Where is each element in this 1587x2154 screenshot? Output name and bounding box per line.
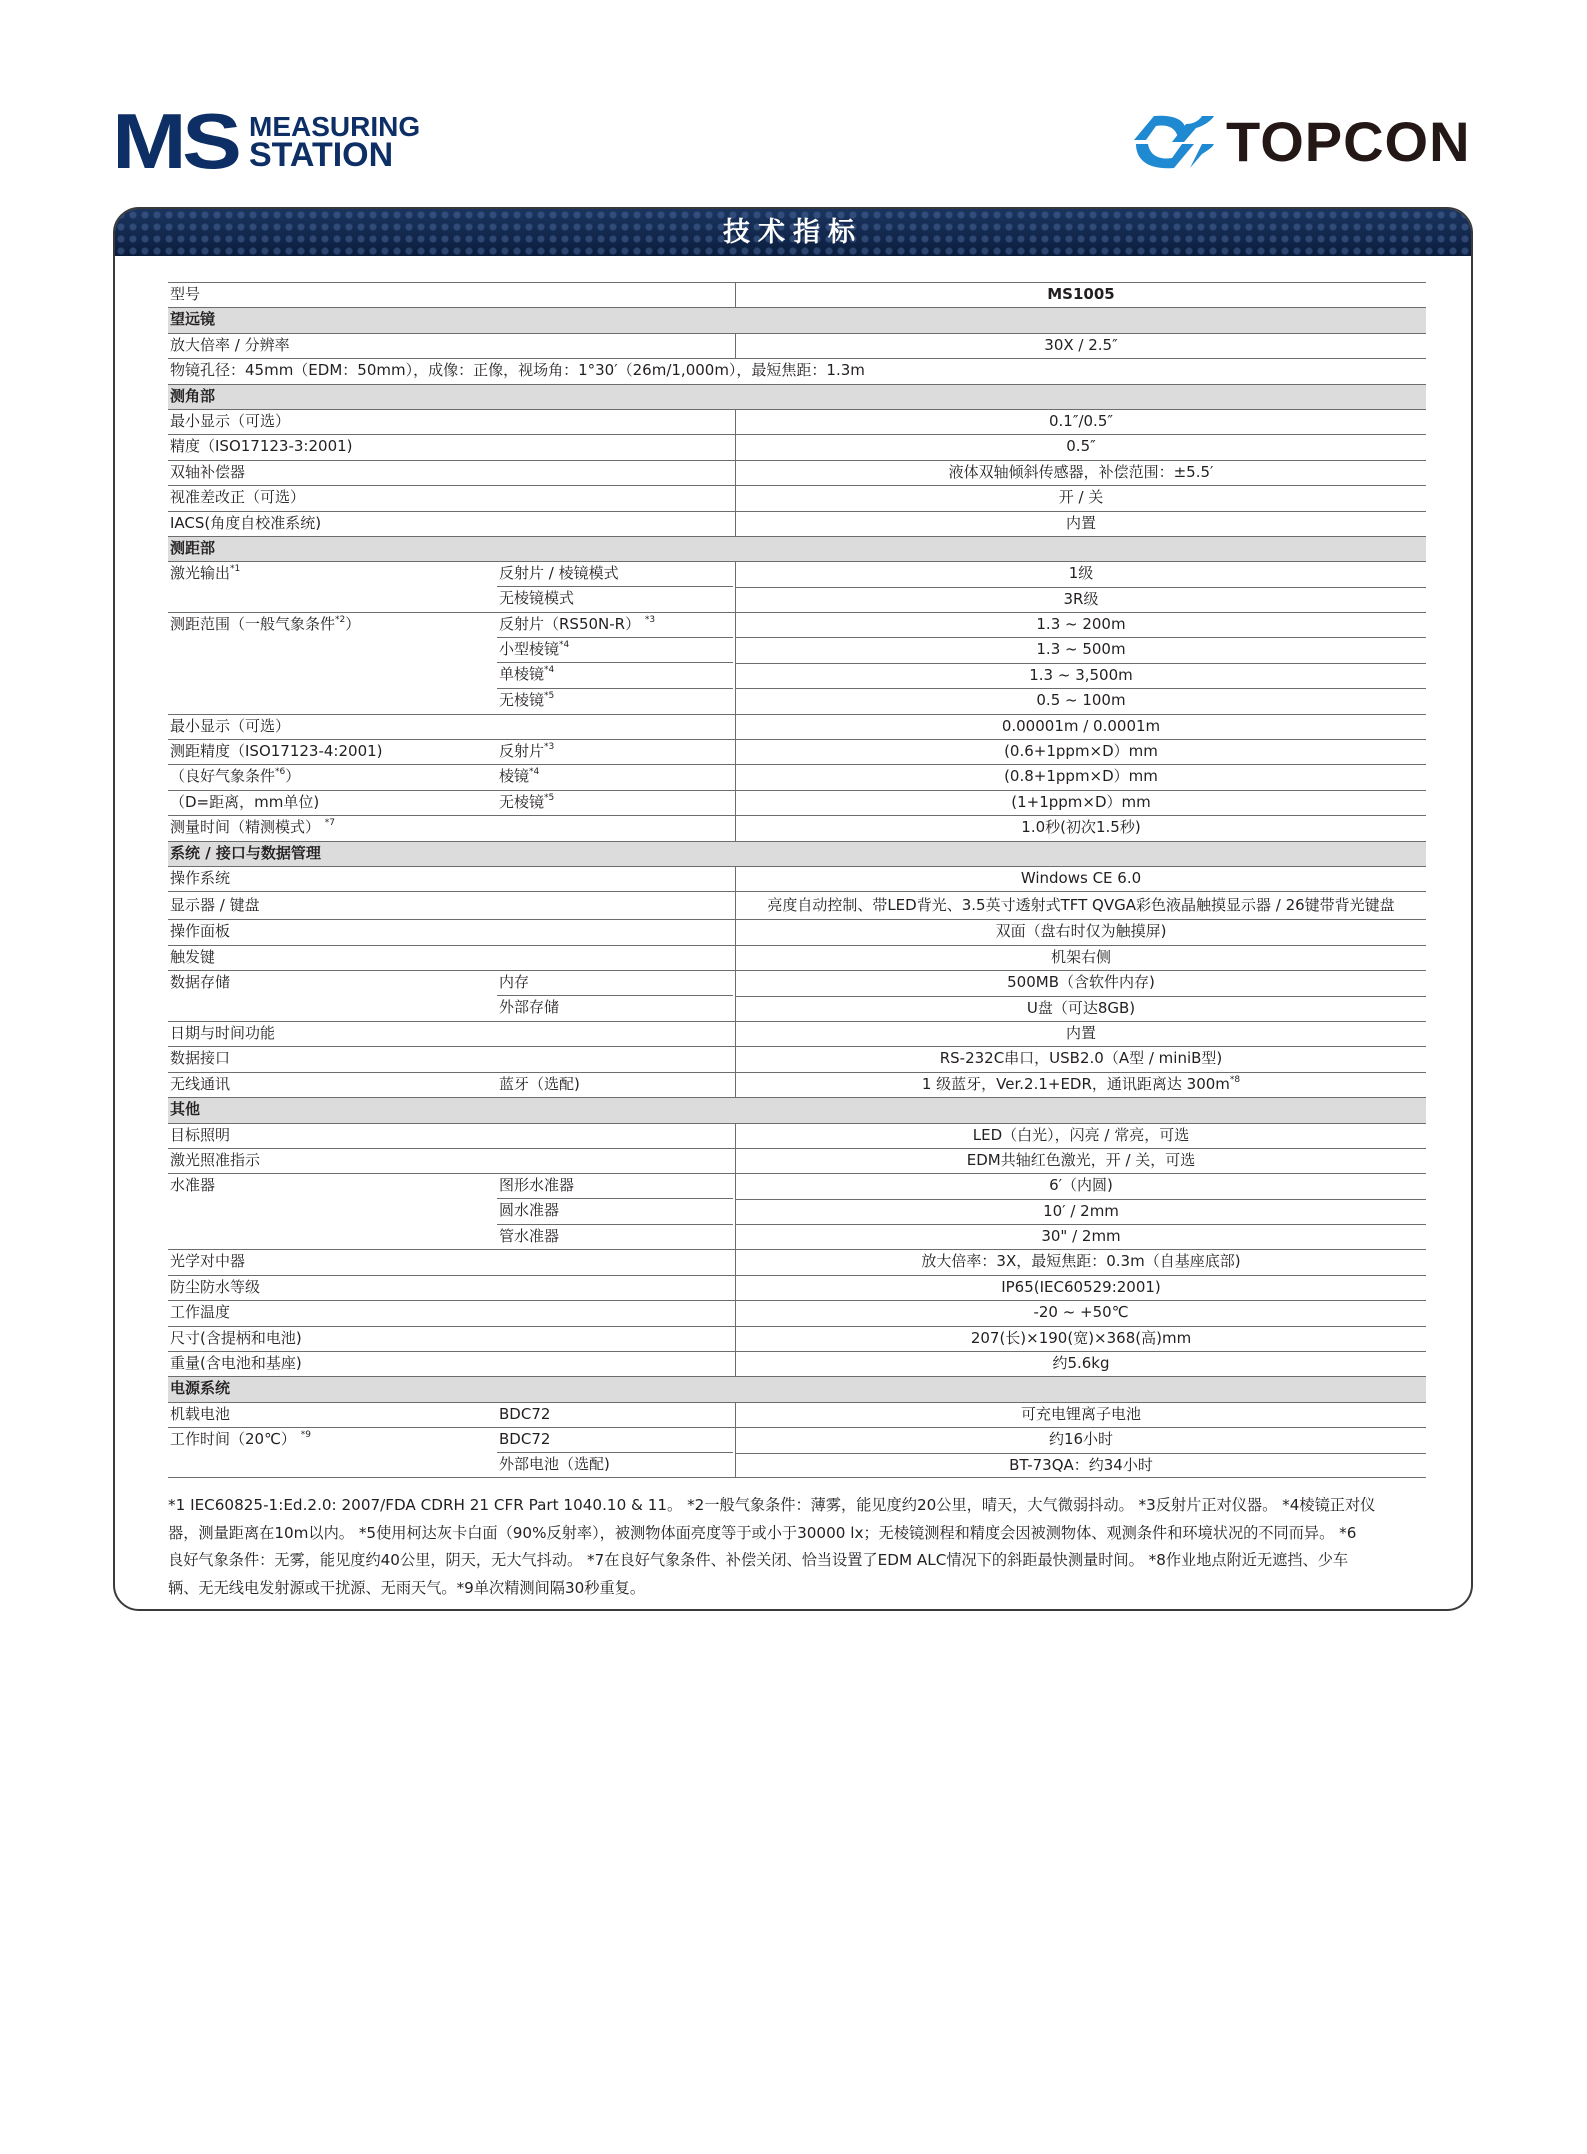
table-row (168, 1123, 1426, 1148)
row-value: 0.1″/0.5″ (735, 410, 1426, 434)
table-row (168, 1224, 1426, 1249)
spec-card (113, 207, 1473, 1611)
row-label: 目标照明 (170, 1125, 231, 1144)
row-sublabel: 蓝牙（选配) (499, 1074, 580, 1093)
footnotes (168, 1492, 1428, 1602)
row-value: 双面（盘右时仅为触摸屏) (735, 920, 1426, 944)
table-row (168, 945, 1426, 970)
spec-table (168, 282, 1426, 1478)
section-title: 电源系统 (170, 1379, 231, 1398)
table-row (168, 612, 1426, 637)
row-sublabel: 内存 (499, 973, 530, 992)
row-value: 6′（内圆) (735, 1174, 1426, 1198)
section-title: 测距部 (170, 538, 216, 557)
accuracy-label-2-end: ） (285, 767, 301, 786)
footnote-line: 良好气象条件：无雾，能见度约40公里，阴天，无大气抖动。 *7在良好气象条件、补偿关闭、恰当设置了EDM ALC情况下的斜距最快测量时间。 *8作业地点附近无遮挡、少车 (168, 1551, 1349, 1569)
footnote-ref: *3 (544, 742, 555, 753)
row-value: 3R级 (735, 587, 1426, 612)
sublabel-text: 单棱镜 (499, 665, 545, 684)
row-sublabel: BDC72 (499, 1404, 551, 1423)
sublabel-text: 反射片（RS50N-R） (499, 615, 641, 634)
row-value: 0.00001m / 0.0001m (735, 715, 1426, 739)
row-sublabel: 反射片 / 棱镜模式 (499, 564, 619, 583)
row-sublabel (497, 740, 733, 764)
table-row (168, 1021, 1426, 1046)
section-header-power (168, 1376, 1426, 1401)
table-row (168, 1402, 1426, 1427)
row-label: 数据存储 (170, 973, 231, 992)
table-row (168, 996, 1426, 1021)
row-sublabel (497, 791, 733, 815)
footnote-ref: *9 (300, 1430, 311, 1441)
table-row (168, 637, 1426, 662)
row-value: 1级 (735, 562, 1426, 586)
row-value: BT-73QA：约34小时 (735, 1453, 1426, 1477)
table-row (168, 663, 1426, 688)
section-title: 其他 (170, 1100, 201, 1119)
table-row (168, 1453, 1426, 1478)
row-label: 物镜孔径：45mm（EDM：50mm），成像：正像，视场角：1°30′（26m/1,000m），最短焦距：1.3m (170, 361, 865, 380)
table-row (168, 409, 1426, 434)
table-row (168, 790, 1426, 815)
table-row (168, 434, 1426, 459)
row-sublabel: 无棱镜模式 (497, 586, 733, 611)
table-row (168, 358, 1426, 383)
ms-logo-line2: STATION (249, 136, 394, 174)
row-value: (0.6+1ppm×D）mm (735, 740, 1426, 764)
row-sublabel (497, 613, 733, 637)
ms-measuring-station-logo (112, 97, 421, 185)
sublabel-text: 无棱镜 (499, 690, 545, 709)
row-value: 机架右侧 (735, 946, 1426, 970)
row-label: 最小显示（可选） (170, 716, 291, 735)
section-header-system (168, 841, 1426, 866)
row-value: 约16小时 (735, 1428, 1426, 1452)
table-row (168, 1326, 1426, 1351)
footnote-ref: *5 (544, 690, 555, 701)
table-row (168, 815, 1426, 840)
table-row (168, 1199, 1426, 1224)
row-label: 型号 (170, 285, 201, 303)
row-value: 207(长)×190(宽)×368(高)mm (735, 1327, 1426, 1351)
row-value: (1+1ppm×D）mm (735, 791, 1426, 815)
row-label: 操作面板 (170, 922, 231, 941)
value-text: 1 级蓝牙，Ver.2.1+EDR，通讯距离达 300m (921, 1074, 1230, 1093)
section-header-distance (168, 536, 1426, 561)
table-row (168, 1351, 1426, 1376)
row-value: -20 ~ +50℃ (735, 1301, 1426, 1325)
table-row (168, 866, 1426, 891)
row-value (735, 1073, 1426, 1097)
row-value: 液体双轴倾斜传感器，补偿范围：±5.5′ (735, 461, 1426, 485)
row-sublabel: 外部电池（选配) (497, 1452, 733, 1476)
row-label: 机载电池 (170, 1404, 231, 1423)
row-sublabel (497, 637, 733, 662)
row-value: 内置 (735, 1022, 1426, 1046)
table-row (168, 688, 1426, 713)
time-label: 测量时间（精测模式） (170, 818, 321, 837)
row-value: 0.5″ (735, 435, 1426, 459)
accuracy-label-2: （良好气象条件 (170, 767, 276, 786)
row-value: 开 / 关 (735, 486, 1426, 510)
row-value: IP65(IEC60529:2001) (735, 1276, 1426, 1300)
table-row (168, 1148, 1426, 1173)
row-value: 1.3 ~ 200m (735, 613, 1426, 637)
row-label: 显示器 / 键盘 (170, 896, 260, 915)
row-value: 约5.6kg (735, 1352, 1426, 1376)
row-label (170, 765, 495, 788)
row-sublabel: 圆水准器 (497, 1198, 733, 1223)
footnote-line: *1 IEC60825-1:Ed.2.0: 2007/FDA CDRH 21 CFR Part 1040.10 & 11。 *2一般气象条件：薄雾，能见度约20公里，晴天，大气微弱抖动。 *3反射片正对仪器。 *4棱镜正对仪 (168, 1496, 1376, 1514)
row-sublabel: 外部存储 (497, 995, 733, 1020)
row-label: 放大倍率 / 分辨率 (170, 335, 290, 354)
row-value: 放大倍率：3X，最短焦距：0.3m（自基座底部) (735, 1250, 1426, 1274)
table-row (168, 714, 1426, 739)
ms-logo-line1: MEASURING (249, 111, 421, 142)
ms-logo-mark: MS (112, 97, 238, 185)
table-row (168, 485, 1426, 510)
row-sublabel (497, 765, 733, 789)
table-row (168, 891, 1426, 919)
footnote-ref: *6 (275, 767, 286, 778)
sublabel-text: 反射片 (499, 742, 545, 761)
range-label: 测距范围（一般气象条件 (170, 615, 336, 634)
row-value: 1.0秒(初次1.5秒) (735, 816, 1426, 840)
row-label: （D=距离，mm单位) (170, 792, 320, 811)
table-row-model (168, 282, 1426, 307)
table-row (168, 1046, 1426, 1071)
table-row (168, 1249, 1426, 1274)
footnote-ref: *5 (544, 792, 555, 803)
row-sublabel: 图形水准器 (499, 1176, 575, 1195)
range-label-end: ） (345, 615, 361, 634)
section-header-other (168, 1097, 1426, 1122)
row-label: 重量(含电池和基座) (170, 1354, 302, 1373)
table-row (168, 1173, 1426, 1198)
row-label (170, 613, 495, 636)
table-row (168, 1072, 1426, 1097)
model-value: MS1005 (735, 283, 1426, 307)
row-label: 数据接口 (170, 1049, 231, 1068)
table-row (168, 1427, 1426, 1452)
footnote-ref: *4 (529, 767, 540, 778)
table-row (168, 1300, 1426, 1325)
table-row (168, 764, 1426, 789)
row-label: 防尘防水等级 (170, 1277, 261, 1296)
sublabel-text: 小型棱镜 (499, 639, 560, 658)
row-sublabel: BDC72 (499, 1430, 551, 1449)
row-label: 光学对中器 (170, 1252, 246, 1271)
row-label: 水准器 (170, 1176, 216, 1195)
runtime-label: 工作时间（20℃） (170, 1430, 296, 1449)
sublabel-text: 无棱镜 (499, 792, 545, 811)
row-value: 10′ / 2mm (735, 1199, 1426, 1224)
row-value: RS-232C串口，USB2.0（A型 / miniB型) (735, 1047, 1426, 1071)
table-row (168, 1275, 1426, 1300)
row-label: 工作温度 (170, 1303, 231, 1322)
row-label: 操作系统 (170, 868, 231, 887)
row-sublabel: 管水准器 (497, 1224, 733, 1249)
row-value: U盘（可达8GB) (735, 996, 1426, 1021)
section-header-angle (168, 384, 1426, 409)
row-label: 精度（ISO17123-3:2001) (170, 437, 353, 456)
footnote-ref: *3 (644, 615, 656, 626)
section-title: 系统 / 接口与数据管理 (170, 843, 321, 862)
row-label: 触发键 (170, 947, 216, 966)
row-label (170, 562, 495, 585)
row-label: IACS(角度自校准系统) (170, 513, 322, 532)
row-value: 0.5 ~ 100m (735, 688, 1426, 713)
row-sublabel (497, 662, 733, 687)
section-title: 测角部 (170, 386, 216, 405)
ms-logo-wordmark (249, 111, 421, 174)
topcon-wordmark: TOPCON (1226, 110, 1471, 173)
table-row (168, 739, 1426, 764)
row-value: 内置 (735, 512, 1426, 536)
table-row (168, 970, 1426, 995)
row-label: 测距精度（ISO17123-4:2001) (170, 742, 383, 761)
footnote-ref: *7 (324, 818, 336, 829)
table-row (168, 511, 1426, 536)
footnote-line: 器，测量距离在10m以内。 *5使用柯达灰卡白面（90%反射率），被测物体面亮度等于或小于30000 lx；无棱镜测程和精度会因被测物体、观测条件和环境状况的不同而异。 *6 (168, 1523, 1357, 1542)
section-title: 望远镜 (170, 310, 216, 329)
row-label: 激光照准指示 (170, 1150, 261, 1169)
row-label: 无线通讯 (170, 1074, 231, 1093)
row-value: (0.8+1ppm×D）mm (735, 765, 1426, 789)
row-label (170, 816, 495, 839)
row-value: 1.3 ~ 500m (735, 637, 1426, 662)
row-value: EDM共轴红色激光，开 / 关，可选 (735, 1149, 1426, 1173)
topcon-logo (1132, 112, 1471, 172)
footnote-ref: *1 (230, 564, 241, 575)
section-header-telescope (168, 307, 1426, 332)
table-row (168, 587, 1426, 612)
topcon-mark-icon (1132, 114, 1216, 170)
sublabel-text: 棱镜 (499, 767, 530, 786)
footnote-ref: *2 (335, 615, 346, 626)
card-title: 技术指标 (723, 217, 863, 248)
row-value: 30" / 2mm (735, 1224, 1426, 1249)
table-row (168, 460, 1426, 485)
row-label: 日期与时间功能 (170, 1023, 276, 1042)
row-value: 可充电锂离子电池 (735, 1403, 1426, 1427)
row-value: 亮度自动控制、带LED背光、3.5英寸透射式TFT QVGA彩色液晶触摸显示器 / 26键带背光键盘 (735, 892, 1426, 919)
row-value: LED（白光），闪亮 / 常亮，可选 (735, 1124, 1426, 1148)
row-sublabel (497, 688, 733, 713)
footnote-ref: *8 (1229, 1074, 1241, 1085)
table-row (168, 333, 1426, 358)
row-label: 最小显示（可选） (170, 411, 291, 430)
table-row (168, 919, 1426, 944)
footnote-line: 辆、无无线电发射源或干扰源、无雨天气。*9单次精测间隔30秒重复。 (168, 1578, 646, 1597)
footnote-ref: *4 (544, 665, 555, 676)
laser-label: 激光输出 (170, 564, 231, 583)
row-value: 30X / 2.5″ (735, 334, 1426, 358)
row-value: Windows CE 6.0 (735, 867, 1426, 891)
footnote-ref: *4 (559, 639, 570, 650)
row-label: 尺寸(含提柄和电池) (170, 1328, 302, 1347)
table-row (168, 561, 1426, 586)
row-label: 视准差改正（可选） (170, 488, 306, 507)
row-label: 双轴补偿器 (170, 462, 246, 481)
row-value: 1.3 ~ 3,500m (735, 663, 1426, 688)
row-value: 500MB（含软件内存) (735, 971, 1426, 995)
row-label (170, 1428, 495, 1451)
